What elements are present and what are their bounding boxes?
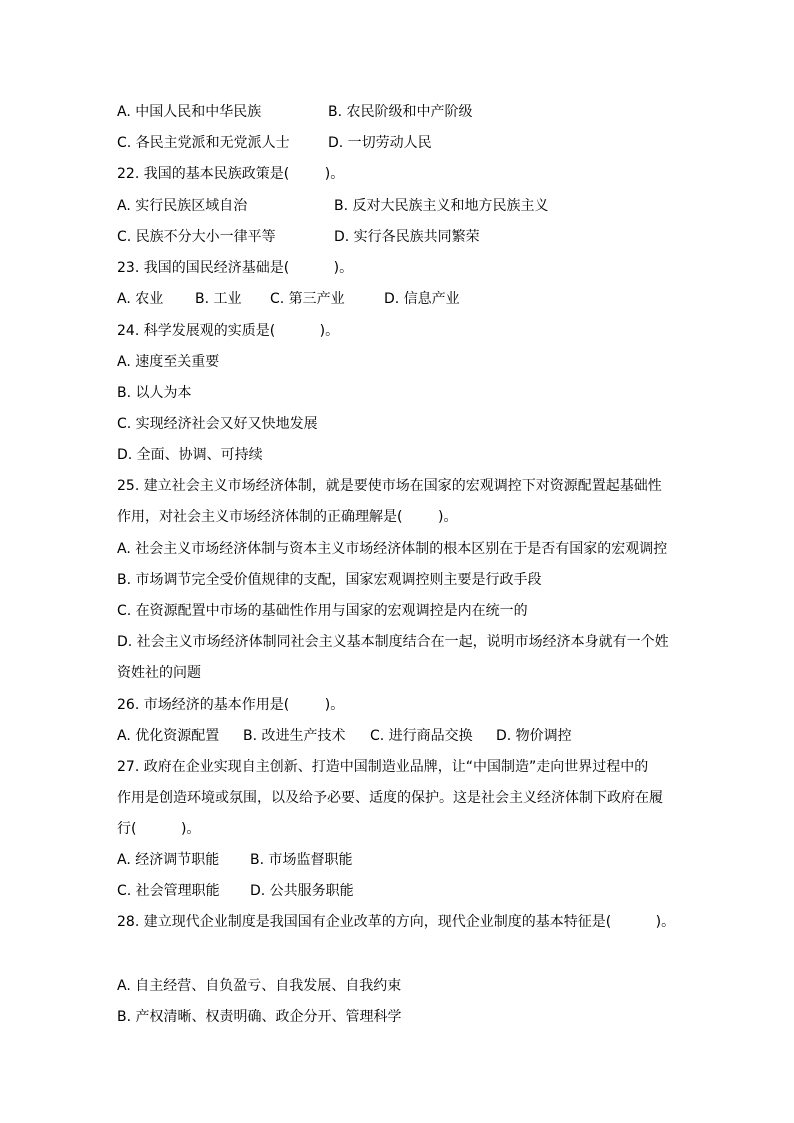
q28-option-a: A. 自主经营、自负盈亏、自我发展、自我约束 — [117, 978, 402, 994]
q23-option-a: A. 农业 — [117, 291, 164, 307]
q25-stem-line-2: 作用，对社会主义市场经济体制的正确理解是( )。 — [117, 509, 458, 525]
q26-option-c: C. 进行商品交换 — [370, 728, 473, 744]
q25-option-c: C. 在资源配置中市场的基础性作用与国家的宏观调控是内在统一的 — [117, 603, 528, 619]
q27-options-row-1 — [117, 850, 353, 870]
q26-option-b: B. 改进生产技术 — [243, 728, 346, 744]
q23-option-b: B. 工业 — [195, 291, 242, 307]
q25-option-a: A. 社会主义市场经济体制与资本主义市场经济体制的根本区别在于是否有国家的宏观调控 — [117, 541, 668, 557]
q26-stem: 26. 市场经济的基本作用是( )。 — [117, 697, 345, 713]
q22-option-a: A. 实行民族区域自治 — [117, 198, 248, 214]
q25-option-d-line-1: D. 社会主义市场经济体制同社会主义基本制度结合在一起，说明市场经济本身就有一个姓 — [117, 634, 669, 650]
q24-option-d: D. 全面、协调、可持续 — [117, 447, 263, 463]
q24-option-c: C. 实现经济社会又好又快地发展 — [117, 416, 318, 432]
q21-options-row-1 — [117, 102, 473, 122]
q28-stem: 28. 建立现代企业制度是我国国有企业改革的方向，现代企业制度的基本特征是( )。 — [117, 914, 676, 930]
q22-option-b: B. 反对大民族主义和地方民族主义 — [334, 198, 549, 214]
q21-option-a: A. 中国人民和中华民族 — [117, 104, 262, 120]
q26-option-a: A. 优化资源配置 — [117, 728, 220, 744]
q25-option-d-line-2: 资姓社的问题 — [117, 665, 201, 681]
q24-stem: 24. 科学发展观的实质是( )。 — [117, 323, 340, 339]
q21-options-row-2 — [117, 133, 432, 153]
q23-stem: 23. 我国的国民经济基础是( )。 — [117, 260, 354, 276]
q22-options-row-2 — [117, 227, 480, 247]
q27-stem-line-2: 作用是创造环境或氛围，以及给予必要、适度的保护。这是社会主义经济体制下政府在履 — [117, 790, 663, 806]
q23-options — [117, 289, 460, 309]
q27-stem-line-3: 行( )。 — [117, 821, 201, 837]
q25-option-b: B. 市场调节完全受价值规律的支配，国家宏观调控则主要是行政手段 — [117, 572, 542, 588]
q22-options-row-1 — [117, 196, 549, 216]
q26-options — [117, 726, 572, 746]
q28-option-b: B. 产权清晰、权责明确、政企分开、管理科学 — [117, 1009, 402, 1025]
q21-option-c: C. 各民主党派和无党派人士 — [117, 135, 290, 151]
q23-option-d: D. 信息产业 — [384, 291, 460, 307]
q27-option-c: C. 社会管理职能 — [117, 883, 220, 899]
q22-stem: 22. 我国的基本民族政策是( )。 — [117, 166, 345, 182]
q26-option-d: D. 物价调控 — [496, 728, 572, 744]
q21-option-b: B. 农民阶级和中产阶级 — [328, 104, 473, 120]
q25-stem-line-1: 25. 建立社会主义市场经济体制，就是要使市场在国家的宏观调控下对资源配置起基础性 — [117, 478, 662, 494]
q23-option-c: C. 第三产业 — [270, 291, 345, 307]
q27-options-row-2 — [117, 881, 354, 901]
q27-option-d: D. 公共服务职能 — [250, 883, 354, 899]
q22-option-d: D. 实行各民族共同繁荣 — [334, 229, 480, 245]
q27-stem-line-1: 27. 政府在企业实现自主创新、打造中国制造业品牌，让“中国制造”走向世界过程中的 — [117, 759, 649, 775]
q27-option-b: B. 市场监督职能 — [250, 852, 353, 868]
q22-option-c: C. 民族不分大小一律平等 — [117, 229, 276, 245]
q27-option-a: A. 经济调节职能 — [117, 852, 220, 868]
q24-option-a: A. 速度至关重要 — [117, 354, 220, 370]
q21-option-d: D. 一切劳动人民 — [328, 135, 432, 151]
q24-option-b: B. 以人为本 — [117, 385, 192, 401]
